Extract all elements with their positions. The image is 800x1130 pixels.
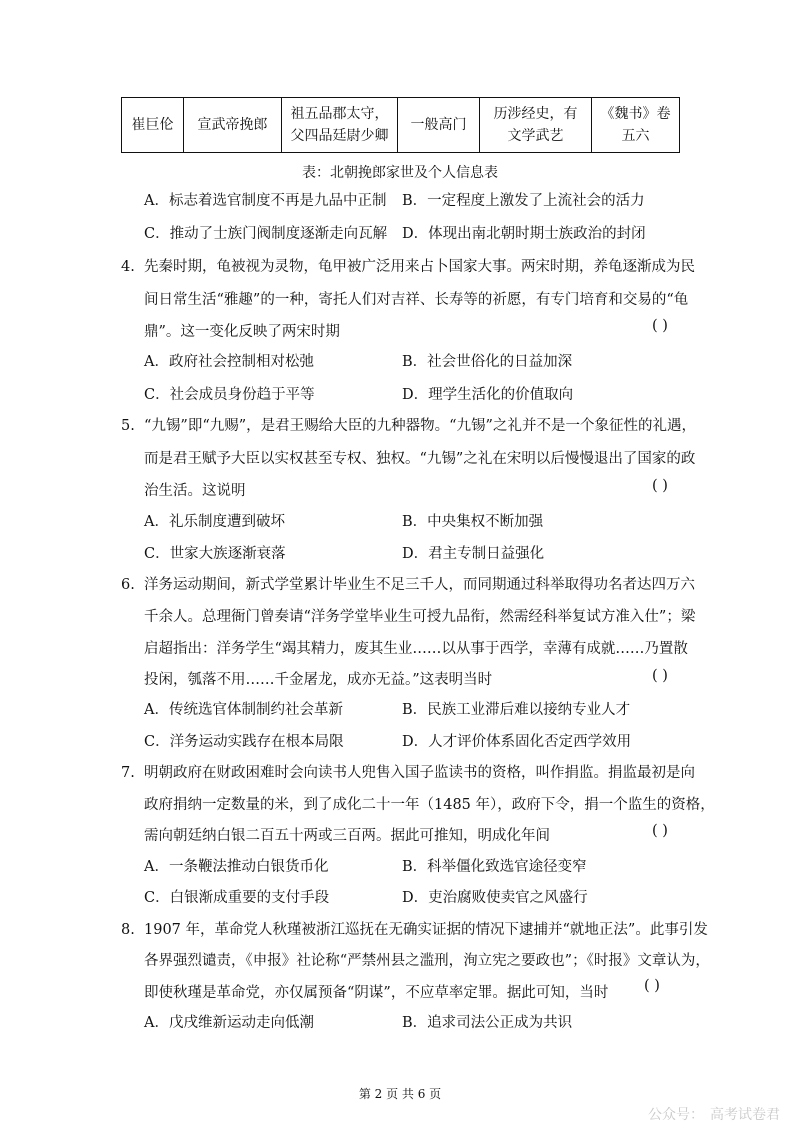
- q7-stem-line: 政府捐纳一定数量的米，到了成化二十一年（1485 年），政府下令，捐一个监生的资格，: [144, 797, 715, 813]
- table-cell-class: 一般高门: [398, 98, 480, 153]
- q4-option-c: C．社会成员身份趋于平等: [144, 387, 315, 403]
- q4-option-d: D．理学生活化的价值取向: [402, 387, 574, 403]
- q5-option-b: B．中央集权不断加强: [402, 514, 544, 530]
- q3-option-a: A．标志着选官制度不再是九品中正制: [144, 193, 387, 209]
- q7-option-a: A．一条鞭法推动白银货币化: [144, 859, 329, 875]
- q6-stem-line: 启超指出：洋务学生“竭其精力，废其生业……以从事于西学，幸薄有成就……乃置散: [144, 641, 688, 657]
- watermark-label: 公众号：: [648, 1107, 704, 1123]
- table-cell-ability: 历涉经史，有 文学武艺: [480, 98, 592, 153]
- q4-stem-line: 间日常生活“雅趣”的一种，寄托人们对吉祥、长寿等的祈愿，有专门培育和交易的“龟: [144, 292, 689, 308]
- q8-option-a: A．戊戌维新运动走向低潮: [144, 1015, 314, 1031]
- q3-option-c: C．推动了士族门阀制度逐渐走向瓦解: [144, 226, 388, 242]
- q4-option-b: B．社会世俗化的日益加深: [402, 354, 573, 370]
- table-row: [122, 98, 680, 153]
- q7-answer-bracket: ( ): [652, 823, 668, 839]
- watermark-name: 高考试卷君: [710, 1107, 780, 1123]
- q4-stem-line: 先秦时期，龟被视为灵物，龟甲被广泛用来占卜国家大事。两宋时期，养龟逐渐成为民: [144, 259, 695, 275]
- q8-option-b: B．追求司法公正成为共识: [402, 1015, 573, 1031]
- q7-stem-line: 明朝政府在财政困难时会向读书人兜售入国子监读书的资格，叫作捐监。捐监最初是向: [144, 765, 695, 781]
- q6-option-d: D．人才评价体系固化否定西学效用: [402, 734, 632, 750]
- page-footer: 第 2 页 共 6 页: [358, 1087, 442, 1101]
- q5-option-a: A．礼乐制度遭到破坏: [144, 514, 285, 530]
- q7-option-c: C．白银渐成重要的支付手段: [144, 890, 330, 906]
- q5-stem-line: “九锡”即“九赐”，是君王赐给大臣的九种器物。“九锡”之礼并不是一个象征性的礼遇，: [144, 418, 696, 434]
- q7-option-d: D．吏治腐败使卖官之风盛行: [402, 890, 588, 906]
- q6-stem-line: 洋务运动期间，新式学堂累计毕业生不足三千人，而同期通过科举取得功名者达四万六: [144, 577, 695, 593]
- q4-answer-bracket: ( ): [652, 318, 668, 334]
- q5-stem-line: 治生活。这说明: [144, 483, 246, 499]
- watermark: [648, 1104, 780, 1124]
- table-cell-name: 崔巨伦: [122, 98, 184, 153]
- q4-number: 4.: [121, 259, 135, 275]
- q6-option-c: C．洋务运动实践存在根本局限: [144, 734, 344, 750]
- q6-answer-bracket: ( ): [652, 668, 668, 684]
- q6-option-b: B．民族工业滞后难以接纳专业人才: [402, 702, 631, 718]
- q5-option-d: D．君主专制日益强化: [402, 546, 545, 562]
- q4-option-a: A．政府社会控制相对松弛: [144, 354, 314, 370]
- table-cell-source: 《魏书》卷五六: [592, 98, 680, 153]
- q5-number: 5.: [121, 418, 135, 434]
- info-table: [121, 97, 680, 153]
- q8-stem-line: 即使秋瑾是革命党，亦仅属预备“阴谋”，不应草率定罪。据此可知，当时: [144, 985, 609, 1001]
- q8-stem-line: 1907 年，革命党人秋瑾被浙江巡抚在无确实证据的情况下逮捕并“就地正法”。此事引发: [144, 922, 708, 938]
- q3-option-b: B．一定程度上激发了上流社会的活力: [402, 193, 645, 209]
- q8-answer-bracket: ( ): [644, 978, 660, 994]
- q4-stem-line: 鼎”。这一变化反映了两宋时期: [144, 324, 340, 340]
- q5-answer-bracket: ( ): [652, 478, 668, 494]
- q7-stem-line: 需向朝廷纳白银二百五十两或三百两。据此可推知，明成化年间: [144, 828, 550, 844]
- q7-number: 7.: [121, 765, 135, 781]
- q3-option-d: D．体现出南北朝时期士族政治的封闭: [402, 226, 646, 242]
- q5-option-c: C．世家大族逐渐衰落: [144, 546, 286, 562]
- q6-option-a: A．传统选官体制制约社会革新: [144, 702, 343, 718]
- q6-number: 6.: [121, 577, 135, 593]
- q5-stem-line: 而是君王赋予大臣以实权甚至专权、独权。“九锡”之礼在宋明以后慢慢退出了国家的政: [144, 451, 696, 467]
- table-caption: 表：北朝挽郎家世及个人信息表: [302, 165, 498, 181]
- q8-stem-line: 各界强烈谴责，《申报》社论称“严禁州县之滥刑，洵立宪之要政也”；《时报》文章认为，: [144, 953, 710, 969]
- q7-option-b: B．科举僵化致选官途径变窄: [402, 859, 587, 875]
- table-cell-family: 祖五品郡太守， 父四品廷尉少卿: [282, 98, 398, 153]
- q8-number: 8.: [121, 922, 135, 938]
- table-cell-post: 宣武帝挽郎: [184, 98, 282, 153]
- q6-stem-line: 投闲，瓠落不用……千金屠龙，成亦无益。”这表明当时: [144, 672, 493, 688]
- q6-stem-line: 千余人。总理衙门曾奏请“洋务学堂毕业生可授九品衔，然需经科举复试方准入仕”；梁: [144, 609, 696, 625]
